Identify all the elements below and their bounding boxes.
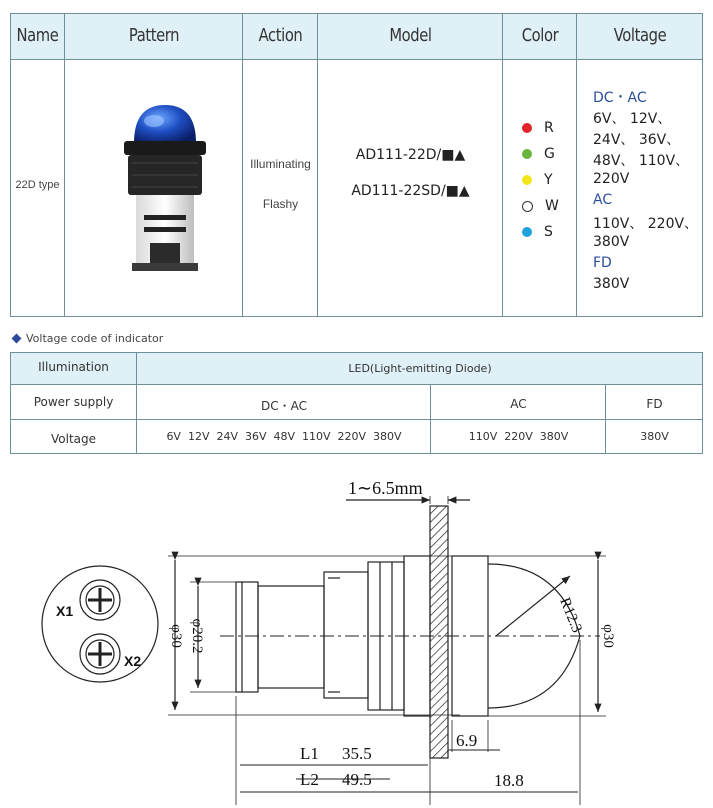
header-name: Name: [16, 25, 59, 46]
dim-l2-value: 49.5: [342, 770, 372, 789]
color-sky: S: [522, 224, 553, 240]
voltage-ac: 110V 220V 380V: [468, 430, 569, 443]
dim-l1-label: L1: [300, 744, 319, 763]
power-dcac: DC・AC: [261, 399, 307, 413]
header-action: Action: [258, 25, 303, 46]
dim-radius: R12.3: [556, 595, 585, 636]
technical-drawing: [0, 460, 713, 808]
terminal-x2-label: X2: [124, 653, 142, 669]
voltage-fd: 380V: [640, 430, 669, 443]
power-label: Power supply: [33, 395, 114, 409]
terminal-x1-label: X1: [56, 603, 74, 619]
color-green: G: [522, 146, 555, 162]
voltage-line-5: 220V: [593, 171, 630, 187]
voltage-line-6: AC: [593, 192, 613, 208]
green-dot-icon: [522, 149, 532, 159]
voltage-dcac: 6V 12V 24V 36V 48V 110V 220V 380V: [166, 430, 402, 443]
dim-panel-thickness: 1∼6.5mm: [348, 478, 423, 498]
color-yellow: Y: [522, 172, 553, 188]
diamond-bullet-icon: [12, 334, 22, 344]
action-flashy: Flashy: [262, 197, 299, 211]
sky-dot-icon: [522, 227, 532, 237]
voltage-line-4: 48V、 110V、: [593, 153, 690, 169]
voltage-line-2: 6V、 12V、: [593, 111, 672, 127]
dim-18-8: 18.8: [494, 771, 524, 790]
section-title: Voltage code of indicator: [13, 332, 163, 345]
dim-l2-label: L2: [300, 770, 319, 789]
voltage-line-3: 24V、 36V、: [593, 132, 681, 148]
model-22d: AD111-22D/■▲: [355, 147, 466, 163]
illumination-label: Illumination: [38, 360, 109, 374]
voltage-line-10: 380V: [593, 276, 630, 292]
color-white: W: [522, 198, 559, 214]
voltage-line-8: 380V: [593, 234, 630, 250]
color-red: R: [522, 120, 554, 136]
power-ac: AC: [510, 397, 527, 411]
dim-l1-value: 35.5: [342, 744, 372, 763]
white-dot-icon: [522, 201, 533, 212]
voltage-code-table: [10, 352, 703, 454]
power-fd: FD: [646, 397, 663, 411]
header-model: Model: [389, 25, 432, 46]
illumination-value: LED(Light-emitting Diode): [348, 362, 492, 375]
product-name: 22D type: [15, 179, 60, 191]
voltage-line-9: FD: [593, 255, 612, 271]
voltage-line-1: DC・AC: [593, 90, 647, 106]
product-photo: [110, 103, 220, 278]
yellow-dot-icon: [522, 175, 532, 185]
dim-6-9: 6.9: [456, 731, 478, 750]
header-color: Color: [521, 25, 559, 46]
header-pattern: Pattern: [128, 25, 180, 46]
voltage-label: Voltage: [50, 432, 96, 446]
voltage-line-7: 110V、 220V、: [593, 216, 699, 232]
header-voltage: Voltage: [613, 25, 667, 46]
dim-inner-diameter: φ20.2: [189, 618, 205, 654]
dim-lens-diameter: φ30: [600, 624, 616, 648]
action-illuminating: Illuminating: [250, 157, 311, 171]
dim-body-diameter: φ30: [168, 624, 184, 648]
model-22sd: AD111-22SD/■▲: [351, 183, 470, 199]
red-dot-icon: [522, 123, 532, 133]
